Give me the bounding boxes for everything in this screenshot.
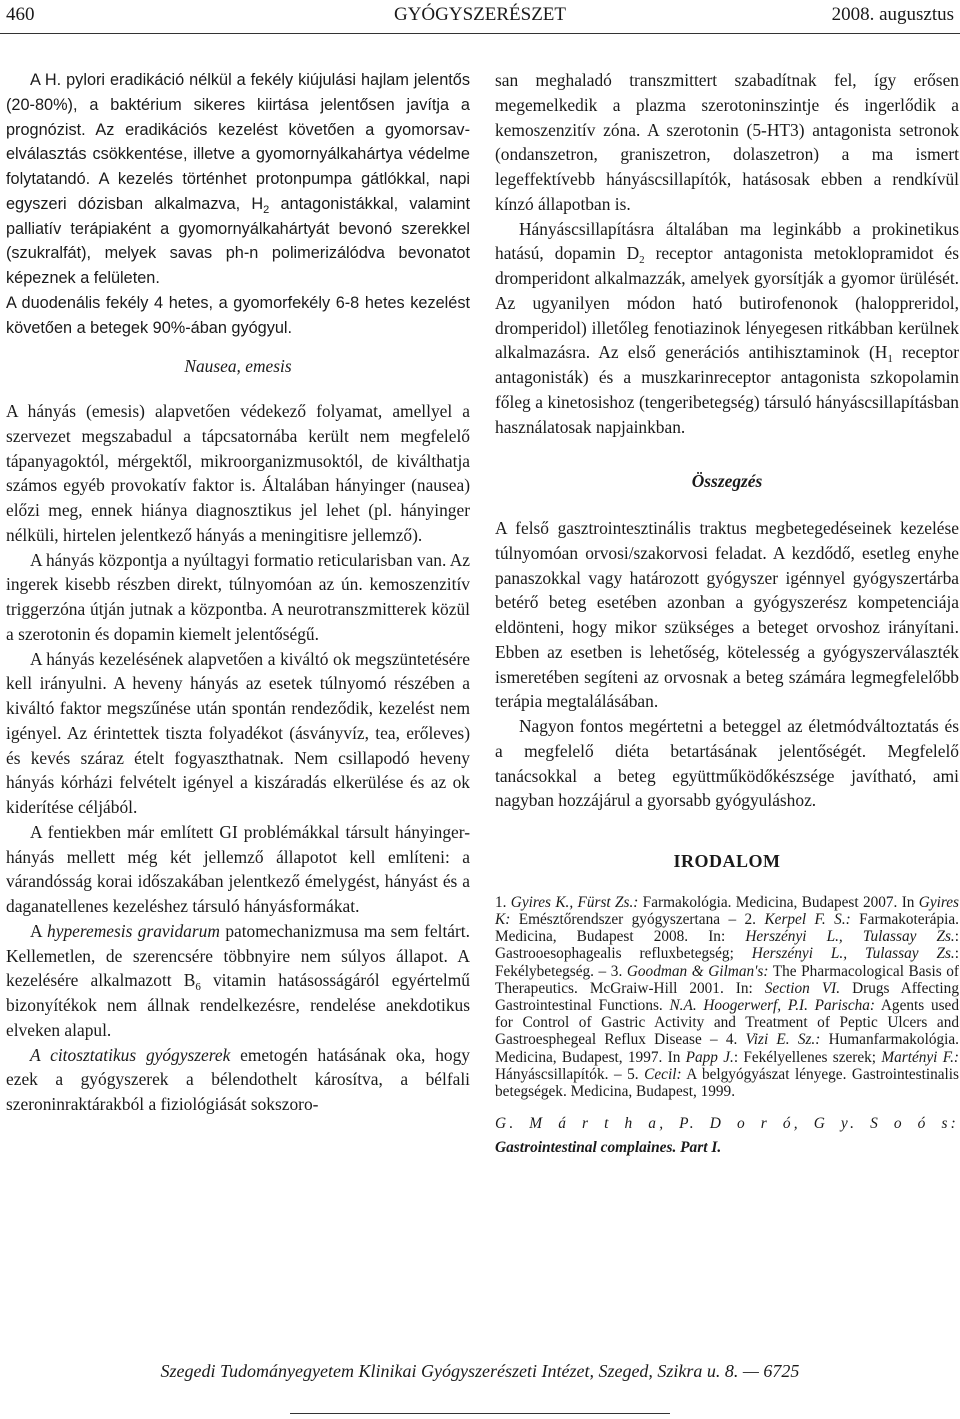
running-header <box>0 0 960 40</box>
paragraph: A citosztatikus gyógyszerek emetogén hatásának oka, hogy ezek a gyógyszerek a bélendothelt károsítva, a bélfali szeroninraktárakból a fiziológiását sokszoro- <box>6 1044 471 1114</box>
reference-author: Gyires K., Fürst Zs.: <box>510 893 639 911</box>
paragraph: A hányás (emesis) alapvetően védekező folyamat, amellyel a szervezet megszabadul a tápcsatornába került nem megfelelő tápanyagoktól, mérgektől, mikroorganizmusoktól, de kiválthatja számos egyéb provokatív faktor is. Általában hányinger (nausea) előzi meg, ennek hiánya diagnosztikus jel lehet (pl. hányinger nélküli, hirtelen jelentkező hányás a meningitisre jellemző). <box>6 401 470 545</box>
paragraph: A duodenális fekély 4 hetes, a gyomorfekély 6-8 hetes kezelést követően a betegek 90%-ában gyógyul. <box>6 293 470 337</box>
paragraph: A fentiekben már említett GI problémákkal társult hányinger-hányás mellett még két jellemző állapotot kell említeni: a várandósság korai időszakában jelentkező émelygést, hányást és a daganatellenes kezeléshez társuló hányásformákat. <box>6 821 470 916</box>
reference-text: Emésztőrendszer gyógyszertana – 2. <box>510 910 765 928</box>
reference-text: : Fekélyellenes szerek; <box>733 1048 882 1066</box>
reference-text: Farmakológia. Medicina, Budapest 2007. In <box>638 893 919 911</box>
issue-date: 2008. augusztus <box>831 4 954 25</box>
section-heading: Összegzés <box>691 471 763 492</box>
reference-text: Farmakoterápia. Medicina, Budapest 2008. In: <box>495 910 959 946</box>
reference-author: N.A. Hoogerwerf, P.I. Parischa: <box>669 996 876 1014</box>
reference-text: Drugs Affecting Gastrointestinal Functions. <box>495 979 959 1014</box>
reference-text: Agents used for Control of Gastric Activity and Treatment of Peptic Ulcers and Gastroesphegeal Reflux Disease – 4. <box>495 996 959 1049</box>
reference-author: Herszényi L., Tulassay Zs. <box>751 945 955 963</box>
paragraph: A H. pylori eradikáció nélkül a fekély kiújulási hajlam jelentős (20-80%), a baktérium sikeres kiirtása jelentősen javítja a prognózist. Az eradikációs kezelést követően a gyomorsav-elválasztás csökkentése, illetve a gyomornyálkahártya védelme folytatandó. A kezelés történhet protonpumpa gátlókkal, napi egyszeri dózisban alkalmazva, $H_2$ antagonistákkal, valamint palliatív terápiaként a gyomornyálkahártyát bevonó szerekkel (szukralfát), melyek savas ph-n polimerizálódva bevonatot képeznek a felületen. <box>6 71 470 287</box>
right-column <box>495 68 959 1160</box>
reference-entry <box>495 894 959 1100</box>
paragraph: A hyperemesis gravidarum patomechanizmusa ma sem feltárt. Kellemetlen, de szerencsére többnyire nem súlyos állapot. A kezelésére alkalmazott $B_6$ vitamin hatásosságáról egyértelmű bizonyítékok nem állnak rendelkezésre, rendelése anekdotikus elveken alapul. <box>6 920 470 1040</box>
affiliation-footer: Szegedi Tudományegyetem Klinikai Gyógyszerészeti Intézet, Szeged, Szikra u. 8. — 6725 <box>160 1361 800 1381</box>
paragraph: Hányáscsillapításra általában ma leginkább a prokinetikus hatású, dopamin $D_2$ receptor antagonista metoklopramidot és dromperidont alkalmazzák, amelyek gyorsítják a gyomor ürülését. Az ugyanilyen módon ható butirofenonok (haloppreridol, dromperidol) illetőleg fenotiazinok lényegesen ritkábban kerülnek alkalmazásra. Az első generációs antihisztaminok ($H_1$ receptor antagonisták) és a muszkarinreceptor antagonista szkopolamin főleg a kinetosishoz (tengeribetegség) társuló hányáscsillapításban használatosak napjainkban. <box>495 218 959 437</box>
reference-author: Herszényi L., Tulassay Zs. <box>745 928 955 946</box>
paragraph: A felső gasztrointesztinális traktus megbetegedéseinek kezelése túlnyomóan orvosi/szakorvosi feladat. A kezdődő, esetleg enyhe panaszokkal vagy határozott gyógyszer igénnyel gyógyszertárba betérő beteg esetében azonban a gyógyszerész kompetenciája eldönteni, hogy mikor szükséges a beteget orvoshoz irányítani. Ebben az esetben is lehetőség, kötelesség a gyógyszerválaszték ismeretében segíteni az orvosnak a beteg számára legmegfelelőbb terápia megtalálásában. <box>495 518 959 712</box>
reference-author: Cecil: <box>644 1065 682 1083</box>
reference-author: Kerpel F. S.: <box>764 910 851 928</box>
reference-text: Humanfarmakológia. Medicina, Budapest, 1997. In <box>495 1031 959 1066</box>
reference-author: Goodman & Gilman's: <box>626 962 769 980</box>
reference-author: Gyires K: <box>495 893 959 928</box>
paragraph: san meghaladó transzmittert szabadítnak fel, így erősen megemelkedik a plazma szerotoninszintje és ingerlődik a kemoszenzitív zóna. A szerotonin (5-HT3) antagonista setronok (ondanszetron, graniszetron, dolaszetron) a ma ismert legeffektívebb hányáscsillapítók, hatásosak ebben a rendkívül kínzó állapotban is. <box>495 70 959 214</box>
header-rule <box>0 33 960 34</box>
reference-author: Vizi E. Sz.: <box>745 1031 821 1049</box>
paragraph: A hányás kezelésének alapvetően a kiváltó ok megszüntetésére kell irányulni. A heveny hányás az esetek túlnyomó részében a kiváltó faktor megszűnése után spontán rendeződik, kezelést nem igényel. Az érintettek tiszta folyadékot (ásványvíz, tea, erőleves) és kevés száraz ételt fogyaszthatnak. Nem csillapodó heveny hányás kórházi felvételt igényel a kiszáradás elkerülése és az ok kiderítése céljából. <box>6 648 470 817</box>
reference-author: Martényi F.: <box>881 1048 959 1066</box>
paragraph: Nagyon fontos megértetni a beteggel az életmódváltoztatás és a megfelelő diéta betartásának jelentőségét. Megfelelő tanácsokkal a beteg együttműködőkészsége javítható, ami nagyban hozzájárul a gyorsabb gyógyuláshoz. <box>495 716 959 811</box>
reference-text: 1. <box>495 893 511 911</box>
reference-author: Papp J. <box>685 1048 734 1066</box>
journal-title: GYÓGYSZERÉSZET <box>393 4 567 25</box>
left-column <box>6 68 470 1117</box>
author-line: G. M á r t h a, P. D o r ó, G y. S o ó s: Gastrointestinal complaines. Part I. <box>495 1115 959 1157</box>
reference-text: A belgyógyászat lényege. Gastrointestinalis betegségek. Medicina, Budapest, 1999. <box>495 1065 959 1100</box>
paragraph: A hányás központja a nyúltagyi formatio reticularisban van. Az ingerek kisebb részben direkt, túlnyomóan az ún. kemoszenzitív triggerzóna útján jutnak a központba. A neurotranszmitterek közül a szerotonin és dopamin kiemelt jelentőségű. <box>6 549 470 644</box>
reference-text: The Pharmacological Basis of Therapeutics. McGraiw-Hill 2001. In: <box>495 962 960 997</box>
reference-text: Hányáscsillapítók. – 5. <box>495 1065 645 1083</box>
footer-rule <box>290 1413 670 1414</box>
reference-text: : Fekélybetegség. – 3. <box>495 945 960 980</box>
reference-author: Section VI. <box>764 979 841 997</box>
page-number: 460 <box>6 4 35 25</box>
references-list <box>495 894 959 1100</box>
references-heading: IRODALOM <box>673 851 781 871</box>
reference-text: : Gastrooesophagealis refluxbetegség; <box>495 928 960 963</box>
section-heading: Nausea, emesis <box>184 356 292 377</box>
